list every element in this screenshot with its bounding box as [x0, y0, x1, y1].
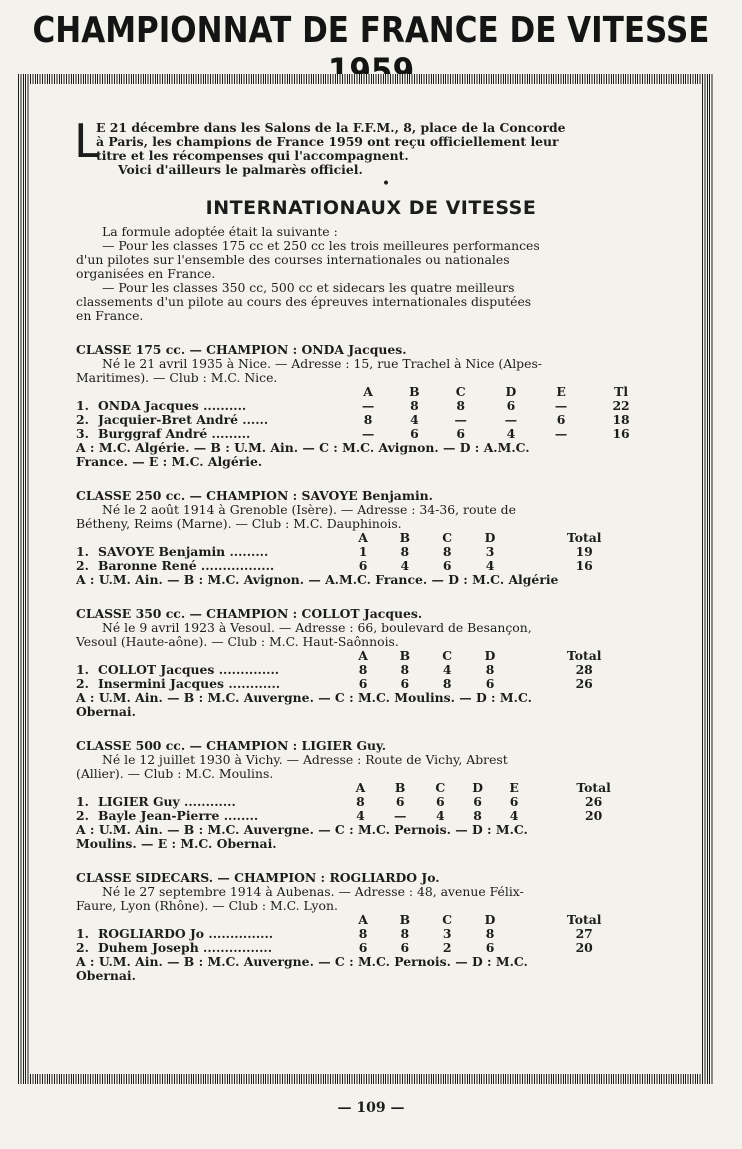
- classe-description: Né le 12 juillet 1930 à Vichy. — Adresse : Route de Vichy, Abrest: [102, 752, 508, 767]
- results-header-row: [76, 781, 656, 795]
- table-row: [76, 559, 656, 573]
- score-cell: 2: [442, 940, 452, 955]
- classe-section: [76, 343, 656, 469]
- rider-name: Baronne René .................: [98, 559, 275, 573]
- classe-description: Né le 9 avril 1923 à Vesoul. — Adresse : 66, boulevard de Besançon,: [102, 620, 532, 635]
- score-cell: 8: [442, 676, 452, 691]
- formula-line: La formule adoptée était la suivante :: [102, 224, 338, 239]
- score-cell: 6: [358, 558, 368, 573]
- score-cell: 8: [485, 926, 495, 941]
- column-header: E: [556, 384, 566, 399]
- table-row: [76, 399, 656, 413]
- classes-list: [76, 343, 656, 983]
- score-cell: —: [454, 412, 467, 427]
- score-cell: 8: [485, 662, 495, 677]
- header-spacer: [76, 385, 98, 399]
- score-cell: 4: [436, 808, 445, 823]
- rider-name: ONDA Jacques ..........: [98, 399, 247, 413]
- classe-section: [76, 489, 656, 587]
- rider-name: SAVOYE Benjamin .........: [98, 545, 269, 559]
- table-row: [76, 795, 656, 809]
- results-header-row: [76, 649, 656, 663]
- score-cell: 27: [575, 926, 593, 941]
- rider-name: Duhem Joseph ................: [98, 941, 273, 955]
- column-header: D: [484, 912, 496, 927]
- table-row: [76, 427, 656, 441]
- column-header: D: [505, 384, 517, 399]
- classe-description: Maritimes). — Club : M.C. Nice.: [76, 370, 278, 385]
- score-cell: 4: [400, 558, 410, 573]
- score-cell: 4: [410, 412, 419, 427]
- intro-line: titre et les récompenses qui l'accompagnent.: [96, 148, 409, 163]
- rank-cell: 1.: [76, 795, 89, 809]
- page-number: — 109 —: [337, 1100, 405, 1116]
- table-row: [76, 927, 656, 941]
- column-header: D: [472, 780, 483, 795]
- results-header-row: [76, 913, 656, 927]
- score-cell: 20: [575, 940, 593, 955]
- results-table: [76, 531, 656, 573]
- score-cell: 8: [473, 808, 482, 823]
- score-cell: 8: [400, 662, 410, 677]
- classe-section: [76, 607, 656, 719]
- score-cell: 6: [358, 940, 368, 955]
- score-cell: 26: [575, 676, 593, 691]
- rank-cell: 1.: [76, 545, 89, 559]
- header-spacer: [76, 531, 98, 545]
- header-spacer: [98, 531, 343, 545]
- score-cell: 6: [442, 558, 452, 573]
- rank-cell: 2.: [76, 677, 89, 691]
- score-cell: 6: [485, 940, 495, 955]
- clubs-legend: [76, 573, 656, 587]
- drop-cap: L: [74, 114, 100, 168]
- score-cell: 6: [436, 794, 445, 809]
- classe-title: CLASSE 175 cc. — CHAMPION : ONDA Jacques.: [76, 342, 407, 357]
- score-cell: —: [393, 808, 407, 823]
- column-header: D: [484, 530, 496, 545]
- score-cell: 22: [612, 398, 630, 413]
- table-row: [76, 413, 656, 427]
- score-cell: 8: [358, 662, 368, 677]
- intro-paragraph: [74, 114, 656, 177]
- score-cell: —: [361, 398, 375, 413]
- legend-line: A : M.C. Algérie. — B : U.M. Ain. — C : M.C. Avignon. — D : A.M.C.: [76, 440, 530, 455]
- column-header: A: [358, 530, 368, 545]
- formula-paragraph: [76, 225, 656, 323]
- rank-cell: 3.: [76, 427, 89, 441]
- classe-description: Vesoul (Haute-aône). — Club : M.C. Haut-Saônnois.: [76, 634, 399, 649]
- rank-cell: 2.: [76, 559, 89, 573]
- score-cell: —: [504, 412, 518, 427]
- rank-cell: 2.: [76, 941, 89, 955]
- rider-name: ROGLIARDO Jo ...............: [98, 927, 274, 941]
- score-cell: 19: [575, 544, 593, 559]
- legend-line: Obernai.: [76, 968, 136, 983]
- header-spacer: [98, 913, 343, 927]
- score-cell: 8: [358, 926, 368, 941]
- clubs-legend: [76, 955, 656, 983]
- formula-line: classements d'un pilote au cours des épreuves internationales disputées: [76, 294, 532, 309]
- results-header-row: [76, 385, 656, 399]
- score-cell: 8: [363, 412, 373, 427]
- column-header: A: [358, 912, 368, 927]
- rank-cell: 1.: [76, 663, 89, 677]
- formula-line: en France.: [76, 308, 144, 323]
- score-cell: 4: [485, 558, 495, 573]
- score-cell: 6: [509, 794, 519, 809]
- score-cell: 4: [356, 808, 365, 823]
- legend-line: France. — E : M.C. Algérie.: [76, 454, 263, 469]
- score-cell: —: [554, 398, 568, 413]
- rider-name: Insermini Jacques ............: [98, 677, 281, 691]
- score-cell: 1: [358, 544, 368, 559]
- formula-line: d'un pilotes sur l'ensemble des courses internationales ou nationales: [76, 252, 510, 267]
- clubs-legend: [76, 823, 656, 851]
- column-header: A: [355, 780, 366, 795]
- classe-title: CLASSE 250 cc. — CHAMPION : SAVOYE Benjamin.: [76, 488, 433, 503]
- column-header: B: [399, 530, 411, 545]
- table-row: [76, 809, 656, 823]
- column-header: C: [442, 648, 453, 663]
- classe-section: [76, 739, 656, 851]
- bullet-dot: •: [381, 176, 391, 192]
- classe-description: Faure, Lyon (Rhône). — Club : M.C. Lyon.: [76, 898, 338, 913]
- score-cell: 18: [612, 412, 630, 427]
- rider-name: COLLOT Jacques ..............: [98, 663, 280, 677]
- score-cell: 8: [410, 398, 419, 413]
- header-spacer: [76, 913, 98, 927]
- table-row: [76, 545, 656, 559]
- header-spacer: [98, 649, 343, 663]
- column-header: A: [363, 384, 373, 399]
- column-header: B: [399, 912, 411, 927]
- header-spacer: [98, 385, 343, 399]
- score-cell: 6: [358, 676, 368, 691]
- score-cell: 16: [575, 558, 593, 573]
- legend-line: Moulins. — E : M.C. Obernai.: [76, 836, 277, 851]
- score-cell: 26: [584, 794, 603, 809]
- header-spacer: [76, 649, 98, 663]
- column-header: Total: [566, 912, 602, 927]
- column-header: Total: [566, 530, 602, 545]
- score-cell: —: [554, 426, 568, 441]
- score-cell: 6: [410, 426, 419, 441]
- intro-line: à Paris, les champions de France 1959 ont reçu officiellement leur: [96, 134, 559, 149]
- rider-name: LIGIER Guy ............: [98, 795, 236, 809]
- column-header: E: [509, 780, 519, 795]
- score-cell: 6: [400, 676, 410, 691]
- classe-description: Né le 21 avril 1935 à Nice. — Adresse : 15, rue Trachel à Nice (Alpes-: [102, 356, 542, 371]
- table-row: [76, 677, 656, 691]
- results-table: [76, 385, 656, 441]
- rank-cell: 2.: [76, 809, 89, 823]
- section-heading: INTERNATIONAUX DE VITESSE: [205, 197, 537, 219]
- header-spacer: [98, 781, 343, 795]
- score-cell: 4: [509, 808, 519, 823]
- score-cell: 3: [442, 926, 452, 941]
- page-title: CHAMPIONNAT DE FRANCE DE VITESSE 1959: [32, 10, 710, 93]
- score-cell: 16: [612, 426, 630, 441]
- column-header: C: [435, 780, 446, 795]
- score-cell: 8: [400, 544, 410, 559]
- classe-description: Bétheny, Reims (Marne). — Club : M.C. Dauphinois.: [76, 516, 402, 531]
- column-header: Total: [576, 780, 611, 795]
- score-cell: —: [361, 426, 375, 441]
- formula-line: — Pour les classes 175 cc et 250 cc les trois meilleures performances: [102, 238, 540, 253]
- legend-line: Obernai.: [76, 704, 136, 719]
- classe-section: [76, 871, 656, 983]
- rider-name: Burggraf André .........: [98, 427, 251, 441]
- column-header: C: [442, 530, 453, 545]
- classe-title: CLASSE SIDECARS. — CHAMPION : ROGLIARDO Jo.: [76, 870, 440, 885]
- header-spacer: [76, 781, 98, 795]
- intro-line: Voici d'ailleurs le palmarès officiel.: [118, 162, 363, 177]
- score-cell: 28: [575, 662, 593, 677]
- formula-line: organisées en France.: [76, 266, 216, 281]
- column-header: C: [442, 912, 453, 927]
- score-cell: 3: [485, 544, 495, 559]
- results-table: [76, 649, 656, 691]
- rank-cell: 1.: [76, 399, 89, 413]
- table-row: [76, 663, 656, 677]
- classe-title: CLASSE 500 cc. — CHAMPION : LIGIER Guy.: [76, 738, 387, 753]
- rider-name: Bayle Jean-Pierre ........: [98, 809, 259, 823]
- score-cell: 6: [506, 398, 516, 413]
- legend-line: A : U.M. Ain. — B : M.C. Avignon. — A.M.C. France. — D : M.C. Algérie: [76, 572, 559, 587]
- column-header: Tl: [614, 384, 629, 399]
- results-header-row: [76, 531, 656, 545]
- legend-line: A : U.M. Ain. — B : M.C. Auvergne. — C : M.C. Pernois. — D : M.C.: [76, 822, 528, 837]
- score-cell: 6: [556, 412, 566, 427]
- score-cell: 20: [584, 808, 603, 823]
- table-row: [76, 941, 656, 955]
- classe-description: (Allier). — Club : M.C. Moulins.: [76, 766, 274, 781]
- column-header: B: [394, 780, 406, 795]
- score-cell: 6: [395, 794, 405, 809]
- score-cell: 8: [442, 544, 452, 559]
- rank-cell: 1.: [76, 927, 89, 941]
- rank-cell: 2.: [76, 413, 89, 427]
- classe-title: CLASSE 350 cc. — CHAMPION : COLLOT Jacques.: [76, 606, 423, 621]
- score-cell: 6: [485, 676, 495, 691]
- legend-line: A : U.M. Ain. — B : M.C. Auvergne. — C : M.C. Moulins. — D : M.C.: [76, 690, 532, 705]
- score-cell: 6: [400, 940, 410, 955]
- classe-description: Né le 27 septembre 1914 à Aubenas. — Adresse : 48, avenue Félix-: [102, 884, 524, 899]
- score-cell: 8: [400, 926, 410, 941]
- column-header: B: [399, 648, 411, 663]
- clubs-legend: [76, 691, 656, 719]
- score-cell: 8: [356, 794, 365, 809]
- intro-line: E 21 décembre dans les Salons de la F.F.M., 8, place de la Concorde: [96, 120, 566, 135]
- legend-line: A : U.M. Ain. — B : M.C. Auvergne. — C : M.C. Pernois. — D : M.C.: [76, 954, 528, 969]
- classe-description: Né le 2 août 1914 à Grenoble (Isère). — Adresse : 34-36, route de: [102, 502, 516, 517]
- formula-line: — Pour les classes 350 cc, 500 cc et sidecars les quatre meilleurs: [102, 280, 515, 295]
- column-header: D: [484, 648, 496, 663]
- score-cell: 6: [473, 794, 482, 809]
- score-cell: 6: [456, 426, 466, 441]
- column-header: A: [358, 648, 368, 663]
- column-header: Total: [566, 648, 602, 663]
- article-body: [74, 114, 656, 983]
- score-cell: 8: [456, 398, 466, 413]
- results-table: [76, 781, 656, 823]
- column-header: B: [409, 384, 420, 399]
- clubs-legend: [76, 441, 656, 469]
- column-header: C: [455, 384, 466, 399]
- score-cell: 4: [442, 662, 452, 677]
- results-table: [76, 913, 656, 955]
- score-cell: 4: [506, 426, 516, 441]
- rider-name: Jacquier-Bret André ......: [98, 413, 269, 427]
